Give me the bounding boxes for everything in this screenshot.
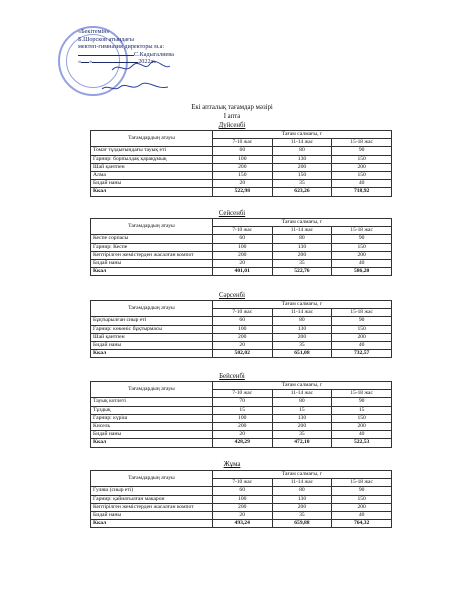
dish-weight: 90 — [332, 235, 392, 243]
dish-weight: 100 — [212, 243, 272, 251]
total-kcal: 472,10 — [272, 439, 332, 447]
total-row — [91, 268, 392, 276]
dish-weight: 60 — [212, 147, 272, 155]
dish-name: Бидай наны — [91, 180, 213, 188]
dish-weight: 100 — [212, 325, 272, 333]
dish-weight: 35 — [272, 341, 332, 349]
dish-weight: 40 — [332, 180, 392, 188]
approval-line: «Бекітемін» — [78, 28, 110, 35]
week-label: I апта — [223, 113, 241, 120]
total-kcal: 522,76 — [272, 268, 332, 276]
header-row — [91, 131, 392, 139]
table-row — [91, 243, 392, 251]
header-age: 11-14 жас — [272, 227, 332, 235]
dish-weight: 80 — [272, 235, 332, 243]
dish-weight: 150 — [332, 495, 392, 503]
header-age: 15-18 жас — [332, 309, 392, 317]
dish-name: Гарнир: борпылдақ қарақұмық — [91, 155, 213, 163]
table-row — [91, 147, 392, 155]
header-row — [91, 382, 392, 390]
date-handwriting — [100, 80, 170, 94]
dish-weight: 15 — [272, 406, 332, 414]
total-label: Ккал — [91, 439, 213, 447]
dish-weight: 80 — [272, 398, 332, 406]
total-kcal: 586,20 — [332, 268, 392, 276]
dish-weight: 150 — [212, 171, 272, 179]
header-dish-name: Тағамдардың атауы — [91, 471, 213, 487]
dish-weight: 130 — [272, 155, 332, 163]
table-row — [91, 325, 392, 333]
header-age: 11-14 жас — [272, 139, 332, 147]
table-row — [91, 333, 392, 341]
header-age: 7-10 жас — [212, 390, 272, 398]
dish-weight: 20 — [212, 180, 272, 188]
dish-weight: 150 — [272, 171, 332, 179]
dish-weight: 35 — [272, 511, 332, 519]
dish-weight: 130 — [272, 325, 332, 333]
total-kcal: 502,02 — [212, 350, 272, 358]
header-age: 11-14 жас — [272, 390, 332, 398]
header-dish-name: Тағамдардың атауы — [91, 382, 213, 398]
table-row — [91, 171, 392, 179]
total-kcal: 659,88 — [272, 520, 332, 528]
dish-name: Бидай наны — [91, 431, 213, 439]
total-kcal: 651,08 — [272, 350, 332, 358]
dish-weight: 200 — [332, 163, 392, 171]
dish-weight: 130 — [272, 414, 332, 422]
approval-line: мектеп-гимназия директоры м.а: — [78, 43, 165, 51]
total-row — [91, 188, 392, 196]
approval-block — [78, 28, 174, 66]
total-kcal: 623,26 — [272, 188, 332, 196]
dish-weight: 200 — [332, 251, 392, 259]
dish-weight: 40 — [332, 431, 392, 439]
dish-weight: 200 — [332, 333, 392, 341]
dish-weight: 200 — [272, 503, 332, 511]
dish-weight: 200 — [212, 333, 272, 341]
table-row — [91, 431, 392, 439]
dish-weight: 90 — [332, 398, 392, 406]
dish-name: Гарнир: Кеспе — [91, 243, 213, 251]
table-row — [91, 341, 392, 349]
header-age: 7-10 жас — [212, 139, 272, 147]
dish-weight: 150 — [332, 414, 392, 422]
header-dish-name: Тағамдардың атауы — [91, 219, 213, 235]
table-row — [91, 406, 392, 414]
header-age: 15-18 жас — [332, 139, 392, 147]
table-row — [91, 180, 392, 188]
dish-name: Гарнир: көкөніс бұқтырмасы — [91, 325, 213, 333]
dish-weight: 200 — [212, 503, 272, 511]
table-row — [91, 398, 392, 406]
dish-weight: 40 — [332, 259, 392, 267]
table-row — [91, 422, 392, 430]
header-age: 11-14 жас — [272, 479, 332, 487]
total-label: Ккал — [91, 268, 213, 276]
table-row — [91, 259, 392, 267]
header-age: 7-10 жас — [212, 309, 272, 317]
dish-name: Кептірілген жемістерден жасалған компот — [91, 503, 213, 511]
dish-weight: 20 — [212, 431, 272, 439]
total-kcal: 764,32 — [332, 520, 392, 528]
header-weight: Тағам салмағы, г — [212, 219, 391, 227]
dish-name: Бидай наны — [91, 259, 213, 267]
dish-weight: 60 — [212, 317, 272, 325]
header-weight: Тағам салмағы, г — [212, 382, 391, 390]
dish-weight: 130 — [272, 243, 332, 251]
dish-weight: 200 — [272, 422, 332, 430]
total-row — [91, 520, 392, 528]
dish-weight: 60 — [212, 235, 272, 243]
menu-table — [90, 218, 392, 276]
dish-weight: 100 — [212, 495, 272, 503]
dish-weight: 150 — [332, 243, 392, 251]
dish-weight: 20 — [212, 511, 272, 519]
dish-weight: 35 — [272, 259, 332, 267]
dish-weight: 20 — [212, 259, 272, 267]
day-heading: Сейсенбі — [218, 210, 246, 217]
dish-name: Кептірілген жемістерден жасалған компот — [91, 251, 213, 259]
dish-name: Тұздық — [91, 406, 213, 414]
dish-name: Гарнир: қайнатылған макарон — [91, 495, 213, 503]
dish-weight: 40 — [332, 511, 392, 519]
dish-weight: 200 — [212, 422, 272, 430]
dish-name: Кисель — [91, 422, 213, 430]
header-age: 7-10 жас — [212, 479, 272, 487]
table-row — [91, 414, 392, 422]
header-row — [91, 219, 392, 227]
total-kcal: 732,57 — [332, 350, 392, 358]
total-label: Ккал — [91, 350, 213, 358]
day-heading: Бейсенбі — [219, 373, 245, 380]
menu-table — [90, 300, 392, 358]
day-heading: Дүйсенбі — [218, 122, 246, 129]
table-row — [91, 155, 392, 163]
total-kcal: 493,24 — [212, 520, 272, 528]
header-age: 15-18 жас — [332, 390, 392, 398]
dish-name: Бидай наны — [91, 341, 213, 349]
dish-weight: 100 — [212, 155, 272, 163]
dish-weight: 150 — [332, 325, 392, 333]
approval-date: « » 2022ж. — [78, 58, 157, 66]
header-dish-name: Тағамдардың атауы — [91, 301, 213, 317]
dish-weight: 70 — [212, 398, 272, 406]
dish-weight: 200 — [212, 163, 272, 171]
total-kcal: 718,92 — [332, 188, 392, 196]
dish-weight: 35 — [272, 431, 332, 439]
dish-name: Тауық котлеті — [91, 398, 213, 406]
dish-weight: 90 — [332, 487, 392, 495]
table-row — [91, 317, 392, 325]
total-kcal: 522,53 — [332, 439, 392, 447]
table-row — [91, 511, 392, 519]
header-dish-name: Тағамдардың атауы — [91, 131, 213, 147]
dish-name: Гарнир: күріш — [91, 414, 213, 422]
dish-weight: 130 — [272, 495, 332, 503]
dish-name: Гуляш (сиыр еті) — [91, 487, 213, 495]
approval-signer: С.Кадыгалиева — [78, 51, 174, 59]
table-row — [91, 163, 392, 171]
dish-name: Кеспе сорпасы — [91, 235, 213, 243]
total-row — [91, 350, 392, 358]
header-weight: Тағам салмағы, г — [212, 471, 391, 479]
dish-weight: 200 — [272, 163, 332, 171]
header-age: 11-14 жас — [272, 309, 332, 317]
day-heading: Жұма — [223, 461, 241, 468]
total-row — [91, 439, 392, 447]
dish-weight: 100 — [212, 414, 272, 422]
dish-name: Томат тұздығындағы тауық еті — [91, 147, 213, 155]
dish-weight: 200 — [332, 422, 392, 430]
total-label: Ккал — [91, 520, 213, 528]
dish-name: Бидай наны — [91, 511, 213, 519]
table-row — [91, 487, 392, 495]
dish-weight: 80 — [272, 147, 332, 155]
total-kcal: 428,29 — [212, 439, 272, 447]
dish-weight: 80 — [272, 317, 332, 325]
table-row — [91, 251, 392, 259]
dish-weight: 60 — [212, 487, 272, 495]
menu-title: Екі апталық тағамдар мәзірі — [191, 104, 273, 111]
table-row — [91, 495, 392, 503]
dish-name: Шай қантпен — [91, 163, 213, 171]
dish-name: Бұқтырылған сиыр еті — [91, 317, 213, 325]
dish-weight: 80 — [272, 487, 332, 495]
dish-name: Шай қантпен — [91, 333, 213, 341]
header-age: 7-10 жас — [212, 227, 272, 235]
dish-weight: 90 — [332, 317, 392, 325]
table-row — [91, 503, 392, 511]
dish-weight: 90 — [332, 147, 392, 155]
dish-weight: 150 — [332, 171, 392, 179]
dish-weight: 20 — [212, 341, 272, 349]
header-age: 15-18 жас — [332, 227, 392, 235]
dish-weight: 200 — [272, 333, 332, 341]
menu-table — [90, 130, 392, 197]
header-age: 15-18 жас — [332, 479, 392, 487]
menu-table — [90, 470, 392, 528]
dish-name: Алма — [91, 171, 213, 179]
dish-weight: 200 — [332, 503, 392, 511]
header-weight: Тағам салмағы, г — [212, 301, 391, 309]
dish-weight: 15 — [332, 406, 392, 414]
table-row — [91, 235, 392, 243]
header-weight: Тағам салмағы, г — [212, 131, 391, 139]
dish-weight: 200 — [212, 251, 272, 259]
day-heading: Сәрсенбі — [218, 292, 246, 299]
dish-weight: 35 — [272, 180, 332, 188]
header-row — [91, 471, 392, 479]
header-row — [91, 301, 392, 309]
dish-weight: 15 — [212, 406, 272, 414]
dish-weight: 40 — [332, 341, 392, 349]
total-kcal: 401,01 — [212, 268, 272, 276]
approval-line: Б.Шорсков атындағы — [78, 35, 134, 43]
menu-table — [90, 381, 392, 448]
dish-weight: 150 — [332, 155, 392, 163]
total-label: Ккал — [91, 188, 213, 196]
total-kcal: 522,98 — [212, 188, 272, 196]
dish-weight: 200 — [272, 251, 332, 259]
